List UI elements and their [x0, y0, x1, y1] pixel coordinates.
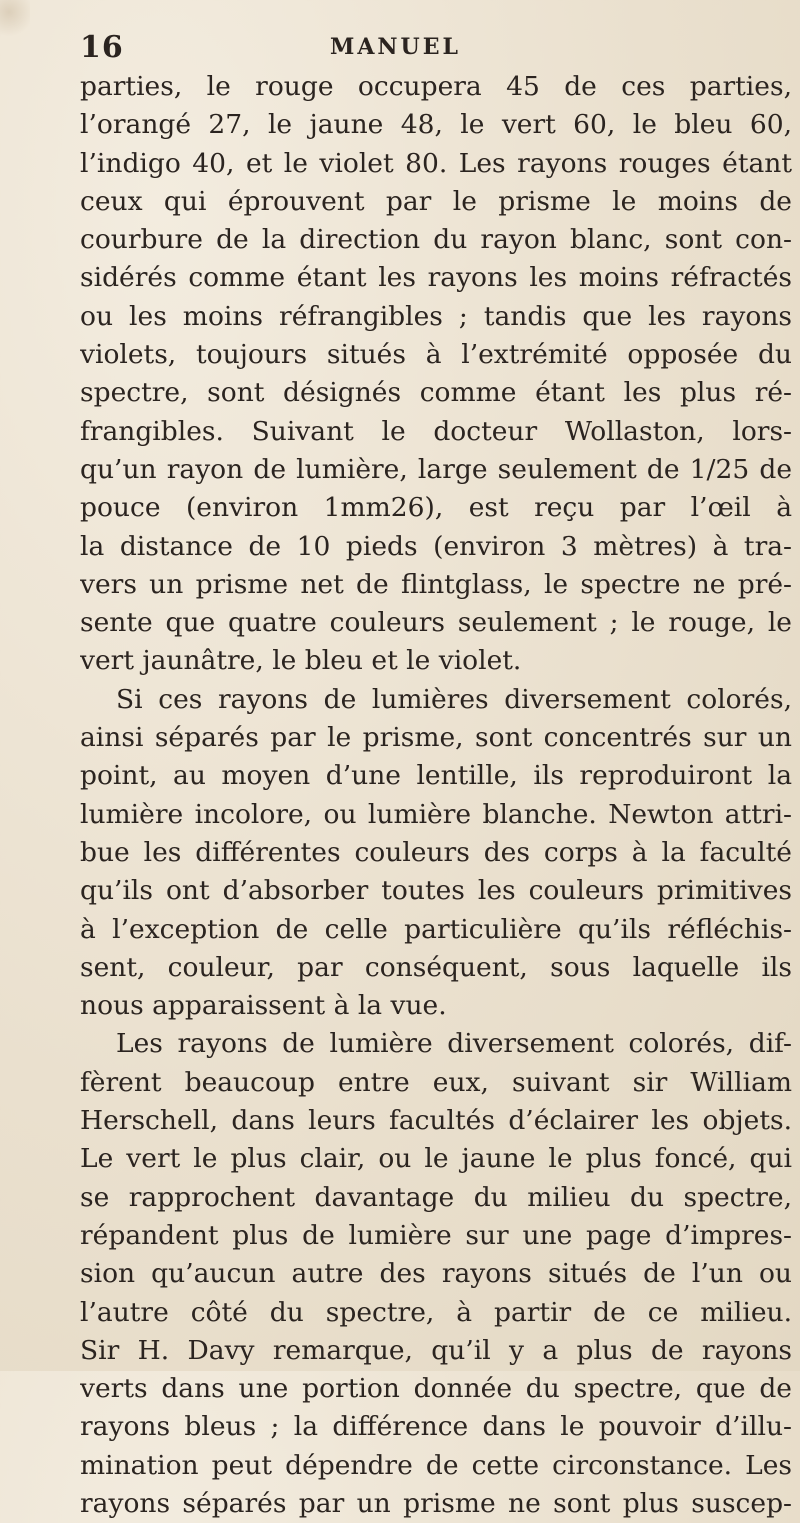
text-line: bue les différentes couleurs des corps à la faculté	[80, 836, 792, 868]
text-line: à l’exception de celle particulière qu’ils réfléchis-	[80, 913, 792, 945]
text-line: l’autre côté du spectre, à partir de ce milieu.	[80, 1296, 792, 1328]
text-line: verts dans une portion donnée du spectre, que de	[80, 1373, 792, 1405]
text-line: vers un prisme net de flintglass, le spectre ne pré-	[80, 568, 792, 600]
page-header	[80, 30, 780, 70]
text-line: qu’un rayon de lumière, large seulement de 1/25 de	[80, 453, 792, 485]
text-line: point, au moyen d’une lentille, ils reproduiront la	[80, 760, 792, 792]
text-line: sent, couleur, par conséquent, sous laquelle ils	[80, 951, 792, 983]
text-line: mination peut dépendre de cette circonstance. Les	[80, 1449, 792, 1481]
text-line: Herschell, dans leurs facultés d’éclairer les objets.	[80, 1105, 792, 1137]
text-line: Sir H. Davy remarque, qu’il y a plus de rayons	[80, 1334, 792, 1366]
text-line: répandent plus de lumière sur une page d’impres-	[80, 1219, 792, 1251]
text-line: violets, toujours situés à l’extrémité opposée du	[80, 339, 792, 371]
text-line: l’indigo 40, et le violet 80. Les rayons rouges étant	[80, 147, 792, 179]
text-line: ou les moins réfrangibles ; tandis que les rayons	[80, 300, 792, 332]
text-line: qu’ils ont d’absorber toutes les couleurs primitives	[80, 875, 792, 907]
text-line: parties, le rouge occupera 45 de ces parties,	[80, 71, 792, 102]
text-line: courbure de la direction du rayon blanc, sont con-	[80, 224, 792, 256]
body-text	[80, 68, 792, 1523]
text-line: rayons séparés par un prisme ne sont plus suscep-	[80, 1487, 792, 1519]
text-line: fèrent beaucoup entre eux, suivant sir William	[80, 1066, 792, 1098]
text-line: rayons bleus ; la différence dans le pouvoir d’illu-	[80, 1411, 792, 1443]
text-line: lumière incolore, ou lumière blanche. Newton attri-	[80, 798, 792, 830]
text-line: l’orangé 27, le jaune 48, le vert 60, le bleu 60,	[80, 109, 792, 141]
text-line: Si ces rayons de lumières diversement colorés,	[116, 683, 792, 715]
text-line: se rapprochent davantage du milieu du spectre,	[80, 1181, 792, 1213]
text-line: sion qu’aucun autre des rayons situés de l’un ou	[80, 1258, 792, 1290]
text-line: sidérés comme étant les rayons les moins réfractés	[80, 262, 792, 294]
text-line: nous apparaissent à la vue.	[80, 990, 447, 1022]
text-line: ainsi séparés par le prisme, sont concentrés sur un	[80, 722, 792, 754]
text-line: sente que quatre couleurs seulement ; le rouge, le	[80, 607, 792, 639]
page-stain	[0, 0, 30, 40]
text-line: spectre, sont désignés comme étant les plus ré-	[80, 377, 792, 409]
text-line: frangibles. Suivant le docteur Wollaston, lors-	[80, 415, 792, 447]
text-line: la distance de 10 pieds (environ 3 mètres) à tra-	[80, 530, 792, 562]
text-line: ceux qui éprouvent par le prisme le moins de	[80, 185, 792, 217]
page-number: 16	[80, 30, 124, 65]
text-line: Les rayons de lumière diversement colorés, dif-	[116, 1028, 792, 1060]
running-head: MANUEL	[330, 34, 461, 60]
text-line: vert jaunâtre, le bleu et le violet.	[80, 645, 522, 677]
text-line: pouce (environ 1mm26), est reçu par l’œil à	[80, 492, 792, 524]
text-line: Le vert le plus clair, ou le jaune le plus foncé, qui	[80, 1143, 792, 1175]
